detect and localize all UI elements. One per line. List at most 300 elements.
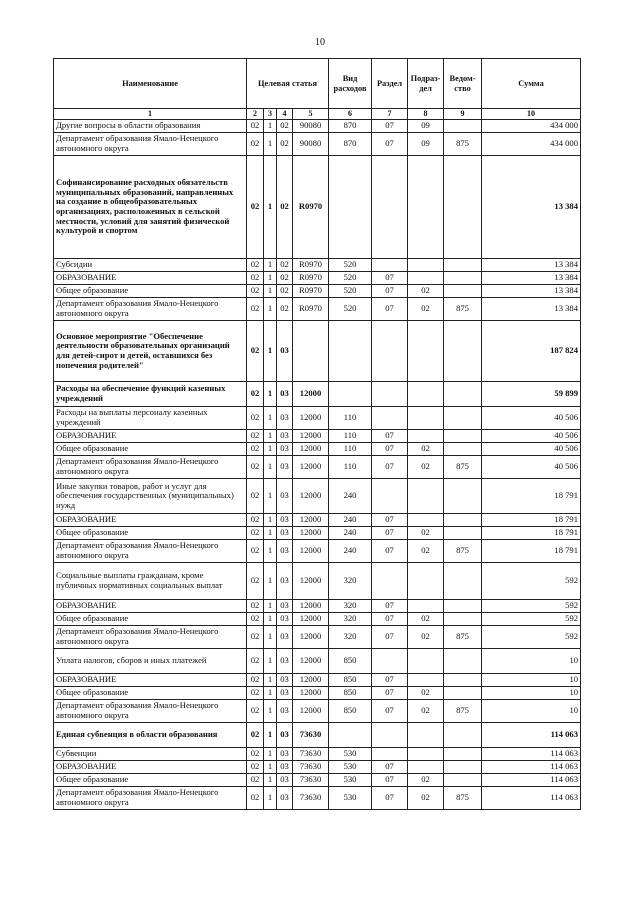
cell-subprogram: 1 [264,540,277,563]
cell-sum: 10 [482,700,581,723]
cell-name: Департамент образования Ямало-Ненецкого автономного округа [54,298,247,321]
cell-expense-type: 850 [329,700,372,723]
cell-name: Социальные выплаты гражданам, кроме публичных нормативных социальных выплат [54,563,247,600]
cell-subsection [408,723,444,748]
cell-department: 875 [444,626,482,649]
cell-direction: 12000 [293,540,329,563]
cell-name: Департамент образования Ямало-Ненецкого автономного округа [54,456,247,479]
cell-sum: 592 [482,613,581,626]
cell-direction: 12000 [293,600,329,613]
cell-subprogram: 1 [264,613,277,626]
cell-name: Департамент образования Ямало-Ненецкого автономного округа [54,540,247,563]
cell-section [372,563,408,600]
table-row [54,321,581,382]
table-row [54,133,581,156]
cell-event: 03 [277,443,293,456]
cell-name: ОБРАЗОВАНИЕ [54,674,247,687]
table-row [54,600,581,613]
cell-sum: 114 063 [482,748,581,761]
cell-direction: 12000 [293,527,329,540]
cell-expense-type: 520 [329,259,372,272]
cell-program: 02 [247,382,264,407]
cell-program: 02 [247,723,264,748]
cell-name: Уплата налогов, сборов и иных платежей [54,649,247,674]
cell-subprogram: 1 [264,272,277,285]
cell-sum: 13 384 [482,298,581,321]
cell-sum: 592 [482,626,581,649]
cell-program: 02 [247,272,264,285]
cell-expense-type: 110 [329,443,372,456]
cell-subsection [408,649,444,674]
cell-subprogram: 1 [264,120,277,133]
cell-expense-type: 530 [329,761,372,774]
cell-sum: 40 506 [482,456,581,479]
cell-sum: 13 384 [482,272,581,285]
cell-section [372,382,408,407]
table-row [54,407,581,430]
cell-subprogram: 1 [264,761,277,774]
cell-subprogram: 1 [264,321,277,382]
cell-section: 07 [372,443,408,456]
column-number: 4 [277,109,293,120]
cell-subprogram: 1 [264,626,277,649]
cell-direction: 12000 [293,700,329,723]
cell-sum: 434 000 [482,120,581,133]
table-row [54,272,581,285]
table-row [54,298,581,321]
table-row [54,430,581,443]
cell-program: 02 [247,407,264,430]
cell-department: 875 [444,540,482,563]
cell-event: 02 [277,298,293,321]
cell-event: 03 [277,787,293,810]
cell-expense-type [329,156,372,259]
cell-subprogram: 1 [264,774,277,787]
column-number: 8 [408,109,444,120]
cell-section [372,479,408,514]
cell-section: 07 [372,774,408,787]
cell-program: 02 [247,133,264,156]
cell-subsection: 02 [408,626,444,649]
cell-department: 875 [444,133,482,156]
table-row [54,456,581,479]
column-number: 6 [329,109,372,120]
cell-sum: 592 [482,600,581,613]
header-expense-type: Вид расходов [329,59,372,109]
cell-expense-type: 240 [329,527,372,540]
cell-sum: 434 000 [482,133,581,156]
cell-direction: 12000 [293,407,329,430]
cell-section [372,649,408,674]
cell-section: 07 [372,687,408,700]
cell-section: 07 [372,298,408,321]
cell-department [444,430,482,443]
cell-direction [293,321,329,382]
cell-subprogram: 1 [264,674,277,687]
cell-department [444,674,482,687]
cell-event: 03 [277,382,293,407]
cell-subprogram: 1 [264,298,277,321]
cell-event: 03 [277,527,293,540]
cell-event: 03 [277,626,293,649]
cell-subsection [408,407,444,430]
cell-subprogram: 1 [264,156,277,259]
table-row [54,259,581,272]
cell-expense-type: 110 [329,407,372,430]
cell-expense-type [329,321,372,382]
cell-event: 03 [277,456,293,479]
cell-program: 02 [247,514,264,527]
cell-event: 03 [277,613,293,626]
cell-department [444,774,482,787]
cell-expense-type [329,723,372,748]
cell-event: 03 [277,600,293,613]
cell-event: 03 [277,748,293,761]
cell-direction: 12000 [293,626,329,649]
cell-section: 07 [372,613,408,626]
cell-direction: 73630 [293,787,329,810]
cell-program: 02 [247,748,264,761]
table-row [54,700,581,723]
table-row [54,540,581,563]
cell-sum: 114 063 [482,774,581,787]
table-row [54,514,581,527]
cell-direction: 73630 [293,761,329,774]
header-name: Наименование [54,59,247,109]
cell-program: 02 [247,321,264,382]
cell-section [372,259,408,272]
cell-department: 875 [444,700,482,723]
cell-direction: 73630 [293,748,329,761]
cell-subsection [408,514,444,527]
cell-name: Основное мероприятие "Обеспечение деятельности образовательных организаций для детей-сирот и детей, оставшихся без попечения родителей" [54,321,247,382]
cell-sum: 18 791 [482,540,581,563]
cell-program: 02 [247,540,264,563]
cell-program: 02 [247,430,264,443]
column-number: 7 [372,109,408,120]
cell-subprogram: 1 [264,259,277,272]
column-number: 10 [482,109,581,120]
cell-name: ОБРАЗОВАНИЕ [54,272,247,285]
cell-subprogram: 1 [264,382,277,407]
cell-subsection: 09 [408,133,444,156]
cell-direction: R0970 [293,259,329,272]
cell-expense-type: 520 [329,272,372,285]
cell-name: Общее образование [54,687,247,700]
cell-expense-type: 520 [329,298,372,321]
cell-name: Общее образование [54,774,247,787]
cell-direction: 12000 [293,443,329,456]
cell-name: Общее образование [54,285,247,298]
cell-subsection [408,674,444,687]
cell-sum: 18 791 [482,479,581,514]
cell-program: 02 [247,456,264,479]
cell-event: 03 [277,563,293,600]
cell-event: 03 [277,649,293,674]
column-number: 3 [264,109,277,120]
cell-direction: 12000 [293,382,329,407]
cell-direction: 90080 [293,133,329,156]
cell-subprogram: 1 [264,514,277,527]
cell-direction: 12000 [293,456,329,479]
cell-direction: 90080 [293,120,329,133]
cell-sum: 13 384 [482,259,581,272]
cell-subprogram: 1 [264,687,277,700]
cell-subprogram: 1 [264,443,277,456]
cell-name: ОБРАЗОВАНИЕ [54,600,247,613]
cell-subsection [408,600,444,613]
cell-direction: 12000 [293,687,329,700]
cell-subsection: 02 [408,774,444,787]
cell-event: 02 [277,285,293,298]
cell-expense-type: 240 [329,514,372,527]
cell-name: Департамент образования Ямало-Ненецкого автономного округа [54,700,247,723]
cell-event: 03 [277,687,293,700]
cell-event: 02 [277,156,293,259]
cell-section: 07 [372,120,408,133]
table-row [54,285,581,298]
cell-direction: R0970 [293,298,329,321]
cell-event: 03 [277,761,293,774]
cell-sum: 114 063 [482,787,581,810]
cell-direction: 12000 [293,613,329,626]
cell-event: 03 [277,407,293,430]
cell-direction: R0970 [293,285,329,298]
cell-subprogram: 1 [264,787,277,810]
cell-program: 02 [247,120,264,133]
table-row [54,674,581,687]
cell-direction: 12000 [293,430,329,443]
cell-subsection: 02 [408,527,444,540]
cell-department [444,687,482,700]
cell-program: 02 [247,626,264,649]
cell-subsection [408,479,444,514]
cell-expense-type: 240 [329,479,372,514]
cell-direction: R0970 [293,156,329,259]
cell-name: Другие вопросы в области образования [54,120,247,133]
cell-name: Общее образование [54,527,247,540]
cell-expense-type: 520 [329,285,372,298]
header-subsection: Подраз-дел [408,59,444,109]
table-row [54,626,581,649]
cell-program: 02 [247,298,264,321]
cell-section [372,748,408,761]
cell-department [444,514,482,527]
cell-sum: 592 [482,563,581,600]
cell-direction: 12000 [293,563,329,600]
cell-subprogram: 1 [264,600,277,613]
cell-department [444,723,482,748]
cell-subsection [408,382,444,407]
cell-department [444,272,482,285]
cell-sum: 114 063 [482,761,581,774]
cell-name: Иные закупки товаров, работ и услуг для обеспечения государственных (муниципальных) нужд [54,479,247,514]
header-target: Целевая статья [247,59,329,109]
cell-department [444,761,482,774]
cell-subprogram: 1 [264,700,277,723]
cell-event: 03 [277,321,293,382]
cell-program: 02 [247,700,264,723]
cell-program: 02 [247,563,264,600]
cell-expense-type: 530 [329,774,372,787]
cell-direction: 12000 [293,514,329,527]
table-row [54,748,581,761]
cell-expense-type [329,382,372,407]
cell-sum: 59 899 [482,382,581,407]
cell-section: 07 [372,527,408,540]
cell-subsection: 02 [408,285,444,298]
column-number: 9 [444,109,482,120]
cell-sum: 18 791 [482,514,581,527]
cell-department [444,649,482,674]
cell-section [372,723,408,748]
cell-direction: 12000 [293,649,329,674]
cell-expense-type: 320 [329,626,372,649]
cell-subsection: 02 [408,456,444,479]
cell-department [444,259,482,272]
cell-sum: 13 384 [482,285,581,298]
cell-expense-type: 850 [329,674,372,687]
table-row [54,156,581,259]
cell-event: 03 [277,723,293,748]
table-row [54,382,581,407]
cell-subsection [408,259,444,272]
cell-department: 875 [444,787,482,810]
cell-department: 875 [444,298,482,321]
table-row [54,761,581,774]
cell-subsection: 02 [408,687,444,700]
column-number-row [54,109,581,120]
cell-program: 02 [247,527,264,540]
cell-department: 875 [444,456,482,479]
cell-department [444,285,482,298]
cell-section [372,321,408,382]
cell-subsection [408,563,444,600]
cell-expense-type: 850 [329,649,372,674]
cell-department [444,407,482,430]
cell-department [444,382,482,407]
budget-table [53,58,581,810]
cell-name: ОБРАЗОВАНИЕ [54,761,247,774]
cell-name: Субсидии [54,259,247,272]
cell-sum: 13 384 [482,156,581,259]
cell-subsection: 02 [408,613,444,626]
cell-name: Субвенции [54,748,247,761]
cell-department [444,600,482,613]
cell-direction: 73630 [293,723,329,748]
cell-expense-type: 870 [329,133,372,156]
cell-program: 02 [247,613,264,626]
cell-section [372,156,408,259]
table-row [54,563,581,600]
column-number: 5 [293,109,329,120]
cell-sum: 10 [482,687,581,700]
header-row [54,59,581,109]
cell-department [444,613,482,626]
cell-event: 02 [277,272,293,285]
header-sum: Сумма [482,59,581,109]
cell-name: Расходы на выплаты персоналу казенных учреждений [54,407,247,430]
cell-sum: 114 063 [482,723,581,748]
table-row [54,687,581,700]
cell-sum: 187 824 [482,321,581,382]
cell-section [372,407,408,430]
cell-program: 02 [247,479,264,514]
cell-department [444,321,482,382]
header-section: Раздел [372,59,408,109]
cell-sum: 40 506 [482,407,581,430]
cell-subprogram: 1 [264,527,277,540]
table-row [54,479,581,514]
cell-section: 07 [372,674,408,687]
cell-name: Департамент образования Ямало-Ненецкого автономного округа [54,133,247,156]
cell-program: 02 [247,674,264,687]
cell-program: 02 [247,600,264,613]
cell-section: 07 [372,626,408,649]
cell-subprogram: 1 [264,479,277,514]
cell-subprogram: 1 [264,563,277,600]
cell-subsection: 09 [408,120,444,133]
cell-expense-type: 320 [329,600,372,613]
cell-department [444,156,482,259]
cell-name: Департамент образования Ямало-Ненецкого автономного округа [54,787,247,810]
cell-program: 02 [247,156,264,259]
cell-department [444,479,482,514]
cell-program: 02 [247,285,264,298]
cell-direction: R0970 [293,272,329,285]
cell-event: 02 [277,120,293,133]
cell-program: 02 [247,774,264,787]
cell-subsection [408,748,444,761]
cell-sum: 10 [482,649,581,674]
cell-subsection [408,272,444,285]
cell-subsection [408,761,444,774]
column-number: 1 [54,109,247,120]
cell-department [444,120,482,133]
cell-section: 07 [372,761,408,774]
cell-direction: 12000 [293,479,329,514]
cell-name: Расходы на обеспечение функций казенных учреждений [54,382,247,407]
cell-subprogram: 1 [264,649,277,674]
table-row [54,443,581,456]
cell-department [444,443,482,456]
table-row [54,723,581,748]
cell-direction: 73630 [293,774,329,787]
cell-name: Общее образование [54,443,247,456]
table-row [54,120,581,133]
cell-subprogram: 1 [264,430,277,443]
cell-expense-type: 110 [329,456,372,479]
table-row [54,527,581,540]
cell-program: 02 [247,259,264,272]
cell-subprogram: 1 [264,748,277,761]
cell-subsection: 02 [408,540,444,563]
cell-expense-type: 320 [329,613,372,626]
cell-program: 02 [247,649,264,674]
cell-event: 03 [277,540,293,563]
cell-event: 03 [277,774,293,787]
column-number: 2 [247,109,264,120]
cell-name: Департамент образования Ямало-Ненецкого автономного округа [54,626,247,649]
cell-program: 02 [247,787,264,810]
cell-name: Единая субвенция в области образования [54,723,247,748]
cell-section: 07 [372,133,408,156]
cell-department [444,563,482,600]
cell-sum: 18 791 [482,527,581,540]
cell-name: ОБРАЗОВАНИЕ [54,430,247,443]
cell-section: 07 [372,787,408,810]
table-row [54,774,581,787]
